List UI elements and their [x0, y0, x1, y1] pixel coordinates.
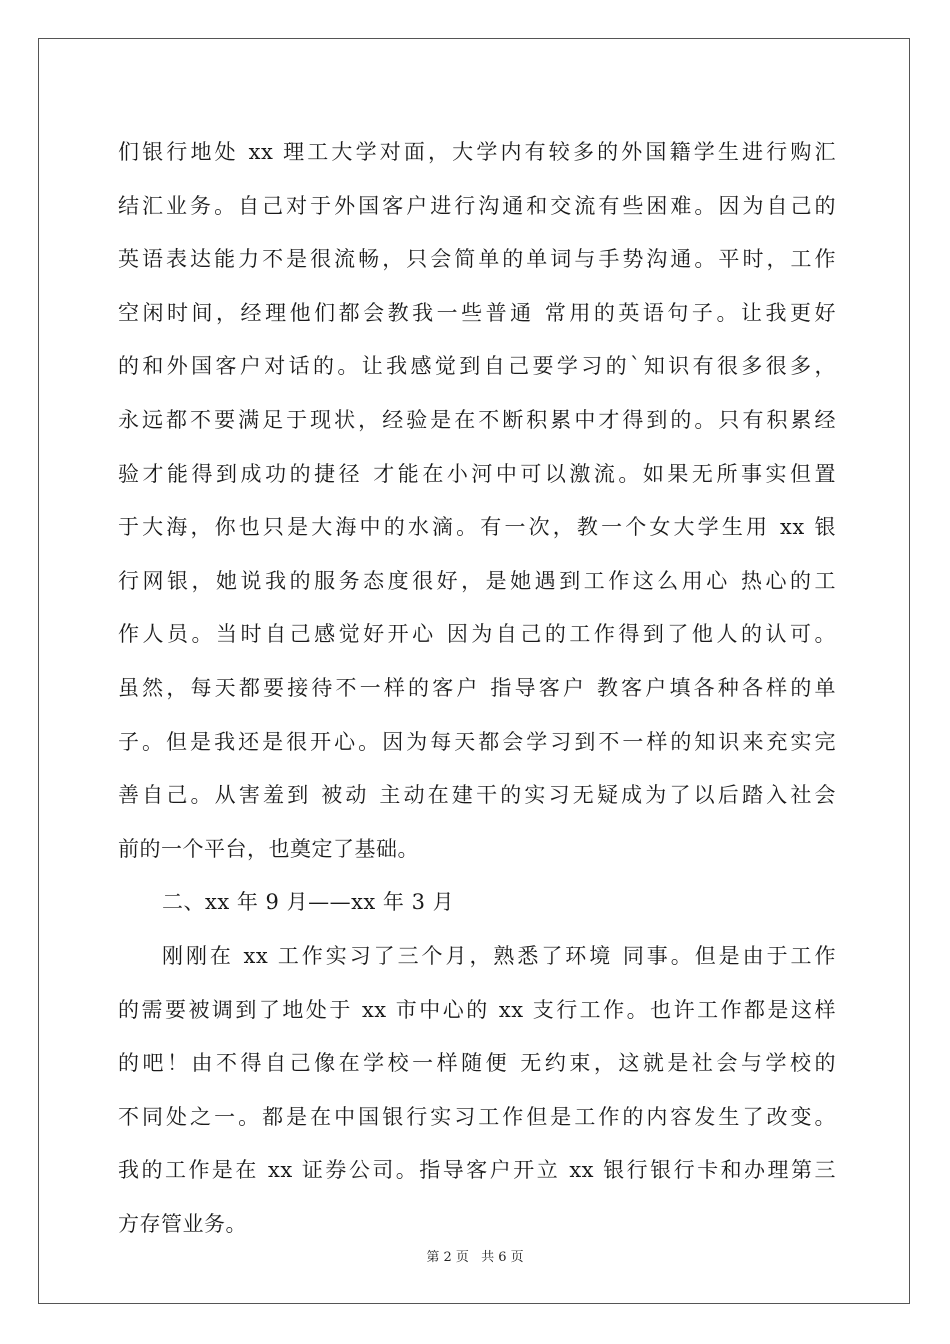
- text-line: 方存管业务。: [118, 1211, 247, 1236]
- text-line: 虽然，每天都要接待不一样的客户 指导客户 教客户填各种各样的单: [118, 675, 836, 700]
- page-total: 共 6 页: [481, 1250, 524, 1265]
- text-line: 验才能得到成功的捷径 才能在小河中可以激流。如果无所事实但置: [118, 461, 836, 486]
- text-line: 结汇业务。自己对于外国客户进行沟通和交流有些困难。因为自己的: [118, 193, 836, 218]
- text-line: 的和外国客户对话的。让我感觉到自己要学习的`知识有很多很多，: [118, 354, 836, 379]
- text-line: 的需要被调到了地处于 xx 市中心的 xx 支行工作。也许工作都是这样: [118, 997, 836, 1022]
- text-line: 的吧！由不得自己像在学校一样随便 无约束，这就是社会与学校的: [118, 1051, 836, 1076]
- text-line: 子。但是我还是很开心。因为每天都会学习到不一样的知识来充实完: [118, 729, 836, 754]
- text-line: 善自己。从害羞到 被动 主动在建干的实习无疑成为了以后踏入社会: [118, 783, 836, 808]
- text-line: 刚刚在 xx 工作实习了三个月，熟悉了环境 同事。但是由于工作: [162, 943, 836, 968]
- document-body: [118, 126, 836, 1251]
- text-line: 前的一个平台，也奠定了基础。: [118, 836, 419, 861]
- text-line: 行网银，她说我的服务态度很好，是她遇到工作这么用心 热心的工: [118, 568, 836, 593]
- page-footer: [0, 1246, 950, 1265]
- page-number: 第 2 页: [426, 1250, 469, 1265]
- text-line: 我的工作是在 xx 证券公司。指导客户开立 xx 银行银行卡和办理第三: [118, 1158, 836, 1183]
- section-heading: 二、xx 年 9 月——xx 年 3 月: [162, 890, 455, 915]
- text-line: 作人员。当时自己感觉好开心 因为自己的工作得到了他人的认可。: [118, 622, 836, 647]
- text-line: 英语表达能力不是很流畅，只会简单的单词与手势沟通。平时，工作: [118, 247, 836, 272]
- text-line: 于大海，你也只是大海中的水滴。有一次，教一个女大学生用 xx 银: [118, 515, 836, 540]
- text-line: 空闲时间，经理他们都会教我一些普通 常用的英语句子。让我更好: [118, 300, 836, 325]
- text-line: 不同处之一。都是在中国银行实习工作但是工作的内容发生了改变。: [118, 1104, 836, 1129]
- text-line: 永远都不要满足于现状，经验是在不断积累中才得到的。只有积累经: [118, 407, 836, 432]
- text-line: 们银行地处 xx 理工大学对面，大学内有较多的外国籍学生进行购汇: [118, 140, 836, 164]
